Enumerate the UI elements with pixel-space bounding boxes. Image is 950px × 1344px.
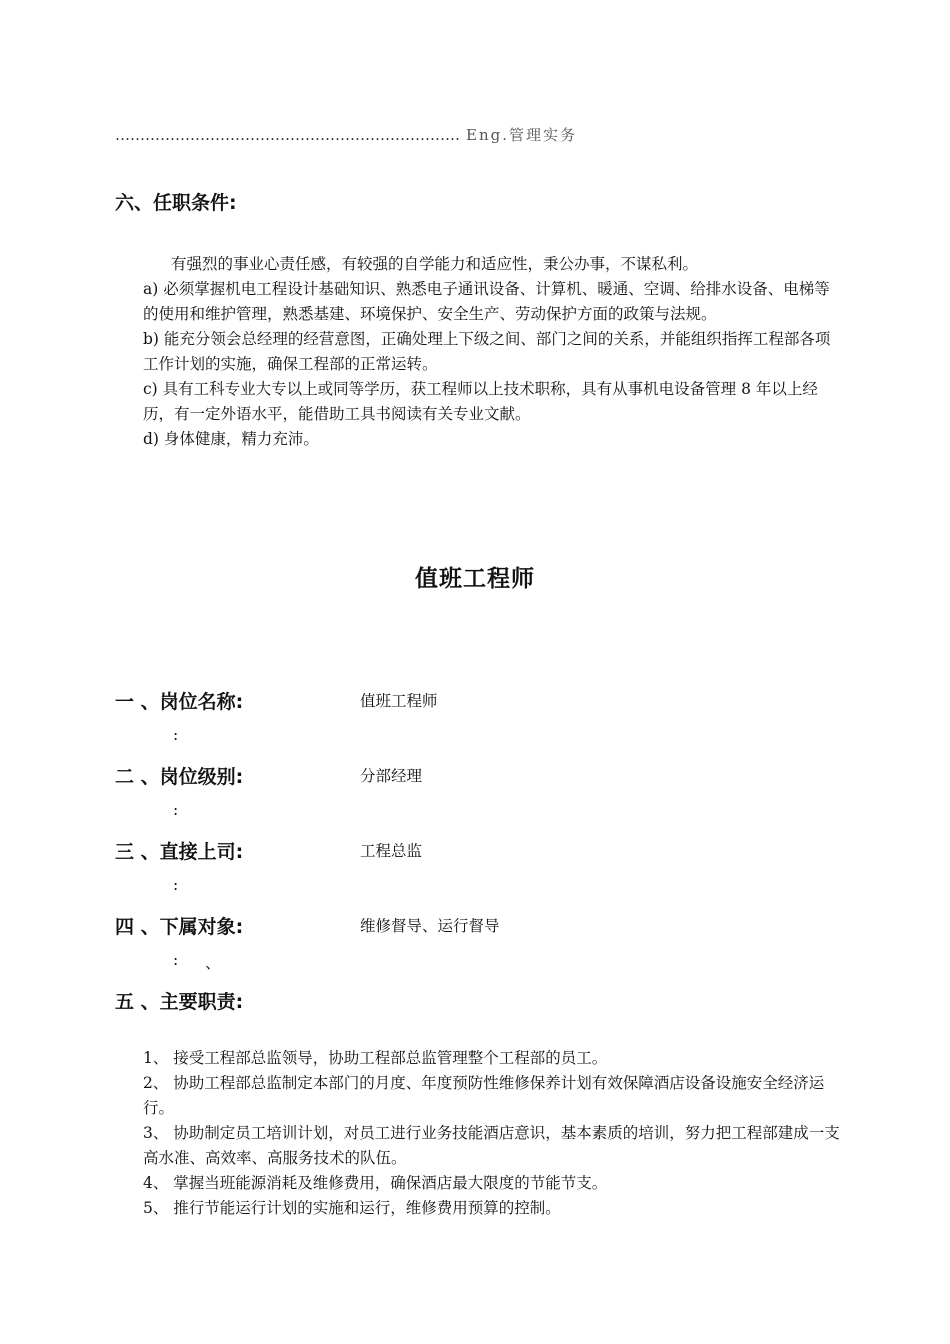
field-label-subordinates: 四 、下属对象: [115,916,244,938]
header-tag: Eng.管理实务 [466,126,577,144]
page-title: 值班工程师 [415,566,535,592]
duty-item-5: 5、 推行节能运行计划的实施和运行，维修费用预算的控制。 [143,1199,561,1217]
field-value-direct-supervisor: 工程总监 [360,842,423,860]
field-label-direct-supervisor: 三 、直接上司: [115,841,244,863]
field-label-main-duties: 五 、主要职责: [115,991,244,1013]
field-value-position-name: 值班工程师 [360,692,438,710]
field-colon-2: : [173,801,179,819]
field-colon-4: : [173,951,179,969]
field-extra-mark: 、 [205,954,221,972]
duty-item-1: 1、 接受工程部总监领导，协助工程部总监管理整个工程部的员工。 [143,1049,608,1067]
header-dots: …………………………………………………………… [115,126,460,144]
qualification-item-c: c) 具有工科专业大专以上或同等学历，获工程师以上技术职称，具有从事机电设备管理 8 年以上经历，有一定外语水平，能借助工具书阅读有关专业文献。 [143,380,818,423]
qualifications-heading: 六、任职条件: [115,192,237,214]
field-colon-3: : [173,876,179,894]
duties-list [143,1046,843,1221]
field-value-subordinates: 维修督导、运行督导 [360,917,500,935]
duty-item-2: 2、 协助工程部总监制定本部门的月度、年度预防性维修保养计划有效保障酒店设备设施安全经济运行。 [143,1074,825,1117]
field-label-position-level: 二 、岗位级别: [115,766,244,788]
field-colon-1: : [173,726,179,744]
qualifications-block [143,252,843,452]
qualification-item-b: b) 能充分领会总经理的经营意图，正确处理上下级之间、部门之间的关系，并能组织指挥工程部各项工作计划的实施，确保工程部的正常运转。 [143,330,831,373]
page-header [115,124,577,145]
field-label-position-name: 一 、岗位名称: [115,691,244,713]
duty-item-3: 3、 协助制定员工培训计划，对员工进行业务技能酒店意识，基本素质的培训，努力把工程部建成一支高水准、高效率、高服务技术的队伍。 [143,1124,840,1167]
qualification-item-d: d) 身体健康，精力充沛。 [143,430,319,448]
field-value-position-level: 分部经理 [360,767,423,785]
duty-item-4: 4、 掌握当班能源消耗及维修费用，确保酒店最大限度的节能节支。 [143,1174,608,1192]
qualifications-intro: 有强烈的事业心责任感，有较强的自学能力和适应性，秉公办事，不谋私利。 [171,255,699,273]
qualification-item-a: a) 必须掌握机电工程设计基础知识、熟悉电子通讯设备、计算机、暖通、空调、给排水设备、电梯等的使用和维护管理，熟悉基建、环境保护、安全生产、劳动保护方面的政策与法规。 [143,280,830,323]
